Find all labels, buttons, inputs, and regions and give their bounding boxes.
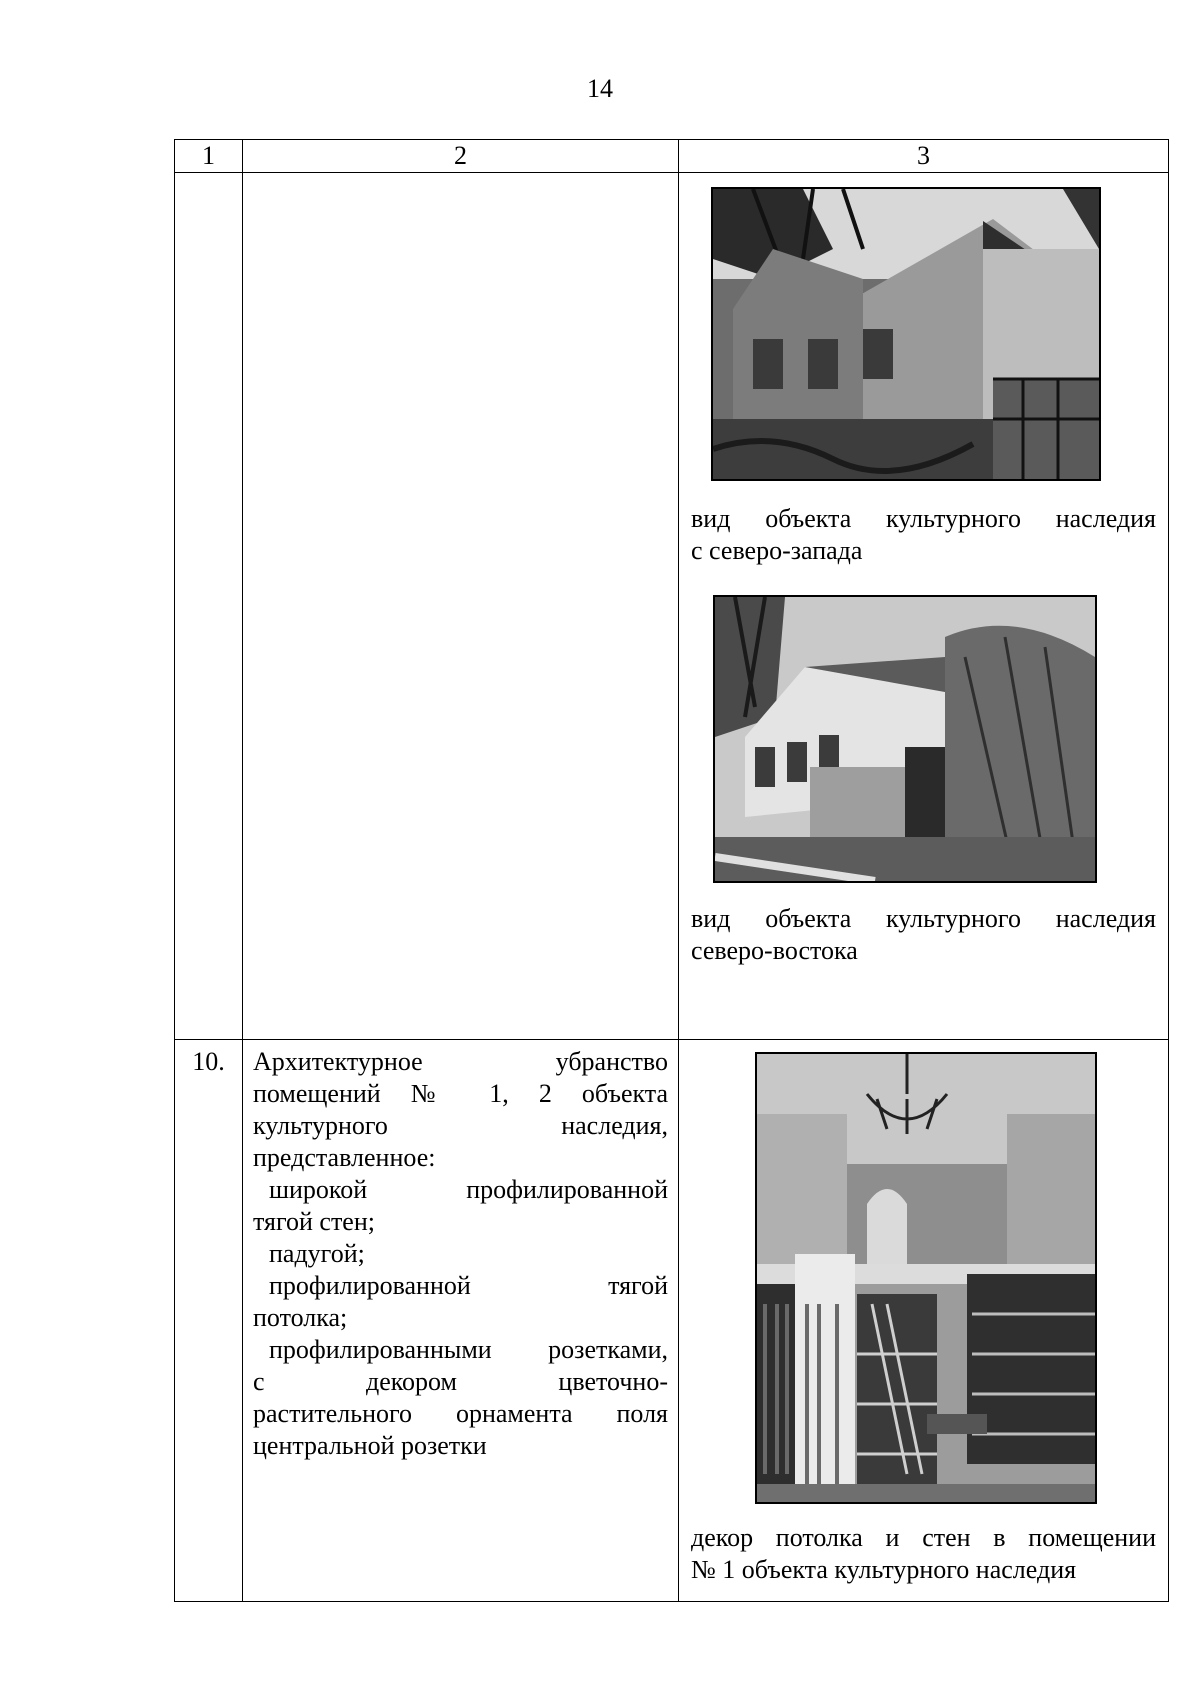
header-col-2: 2 (243, 140, 679, 173)
header-col-1: 1 (175, 140, 243, 173)
desc-line: с декором цветочно- (253, 1367, 668, 1396)
desc-item: профилированной тягой (269, 1271, 668, 1300)
desc-item: профилированными розетками, (269, 1335, 668, 1364)
desc-line: растительного орнамента поля (253, 1399, 668, 1428)
desc-line: центральной розетки (253, 1431, 487, 1460)
number-cell-empty (175, 173, 243, 1040)
desc-item: широкой профилированной (269, 1175, 668, 1204)
table-row-10 (175, 1040, 1169, 1602)
building-photo-northwest-icon (713, 189, 1099, 479)
photo-cell (679, 173, 1169, 1040)
photo-caption-northeast (691, 903, 1156, 967)
header-col-3: 3 (679, 140, 1169, 173)
desc-line: культурного наследия, (253, 1111, 668, 1140)
desc-line: Архитектурное убранство (253, 1047, 668, 1076)
photo-cell (679, 1040, 1169, 1602)
page-number: 14 (587, 74, 613, 103)
row-description (243, 1040, 679, 1602)
building-photo-northeast-icon (715, 597, 1095, 881)
table-row-continued (175, 173, 1169, 1040)
heritage-table (174, 139, 1169, 1602)
building-photo-northeast (713, 595, 1097, 883)
caption-interior-line2: № 1 объекта культурного наследия (691, 1555, 1077, 1584)
desc-line: помещений № 1, 2 объекта (253, 1079, 668, 1108)
table-header-row (175, 140, 1169, 173)
interior-library-photo (755, 1052, 1097, 1504)
desc-line: представленное: (253, 1143, 436, 1172)
caption-northeast-line1: вид объекта культурного наследия (691, 904, 1156, 933)
photo-caption-interior (691, 1522, 1156, 1586)
interior-library-photo-icon (757, 1054, 1095, 1502)
caption-northeast-line2: северо-востока (691, 936, 858, 965)
desc-item: падугой; (269, 1239, 365, 1268)
row-number: 10. (175, 1040, 243, 1602)
photo-caption-northwest (691, 503, 1156, 567)
caption-interior-line1: декор потолка и стен в помещении (691, 1523, 1156, 1552)
description-cell-empty (243, 173, 679, 1040)
caption-northwest-line1: вид объекта культурного наследия (691, 504, 1156, 533)
desc-line: тягой стен; (253, 1207, 375, 1236)
building-photo-northwest (711, 187, 1101, 481)
desc-line: потолка; (253, 1303, 348, 1332)
caption-northwest-line2: с северо-запада (691, 536, 863, 565)
